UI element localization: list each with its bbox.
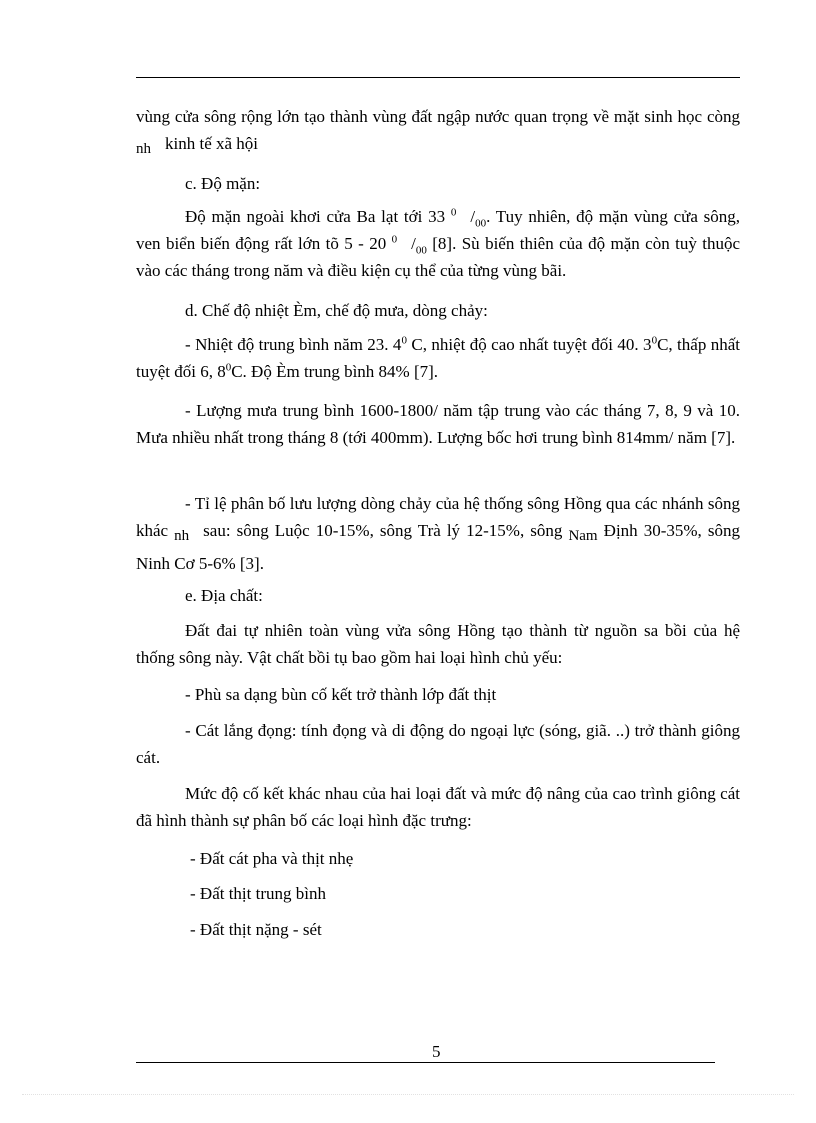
heading-geology: e. Địa chất:: [185, 586, 263, 605]
paragraph-consolidation: Mức độ cố kết khác nhau của hai loại đất và mức độ nâng của cao trình giông cát đã hình thành sự phân bố các loại hình đặc trưng:: [136, 784, 740, 830]
header-rule: [136, 77, 740, 78]
paragraph-intro: vùng cửa sông rộng lớn tạo thành vùng đất ngập nước quan trọng về mặt sinh học còng nh kinh tế xã hội: [136, 107, 740, 157]
paragraph-river-flow: - Tỉ lệ phân bố lưu lượng dòng chảy của hệ thống sông Hồng qua các nhánh sông khác nh sau: sông Luộc 10-15%, sông Trà lý 12-15%, sông Nam Định 30-35%, sông Ninh Cơ 5-6% [3].: [136, 494, 740, 573]
paragraph-sand: - Cát lắng đọng: tính đọng và di động do ngoại lực (sóng, giã. ..) trở thành giông cát.: [136, 721, 740, 767]
paragraph-silt: - Phù sa dạng bùn cố kết trở thành lớp đất thịt: [185, 685, 497, 704]
heading-climate: d. Chế độ nhiệt Èm, chế độ mưa, dòng chảy:: [185, 301, 488, 320]
list-item-sandy-soil: - Đất cát pha và thịt nhẹ: [190, 849, 354, 868]
page-number: 5: [432, 1042, 441, 1061]
heading-salinity: c. Độ mặn:: [185, 174, 261, 193]
paragraph-temperature: - Nhiệt độ trung bình năm 23. $4^0$ C, nhiệt độ cao nhất tuyệt đối 40. $3^0C$, thấp nhất tuyệt đối 6, $8^0C$. Độ Èm trung bình 84% [7].: [136, 334, 741, 381]
footer-rule: [136, 1062, 715, 1063]
list-item-heavy-soil: - Đất thịt nặng - sét: [190, 920, 322, 939]
paragraph-salinity: Độ mặn ngoài khơi cửa Ba lạt tới 33 $^0$ $/_{00}$. Tuy nhiên, độ mặn vùng cửa sông, ven biển biến động rất lớn tõ 5 - 20 $^0$ $/_{00}$ [8]. Sù biến thiên của độ mặn còn tuỳ thuộc vào các tháng trong năm và điều kiện cụ thể của từng vùng bãi.: [136, 206, 741, 280]
list-item-medium-soil: - Đất thịt trung bình: [190, 884, 326, 903]
paragraph-rainfall: - Lượng mưa trung bình 1600-1800/ năm tập trung vào các tháng 7, 8, 9 và 10. Mưa nhiều nhất trong tháng 8 (tới 400mm). Lượng bốc hơi trung bình 814mm/ năm [7].: [136, 401, 740, 447]
paragraph-geology: Đất đai tự nhiên toàn vùng vửa sông Hồng tạo thành từ nguồn sa bồi của hệ thống sông này. Vật chất bồi tụ bao gồm hai loại hình chủ yếu:: [136, 621, 740, 667]
page-boundary-line: [22, 1094, 794, 1095]
